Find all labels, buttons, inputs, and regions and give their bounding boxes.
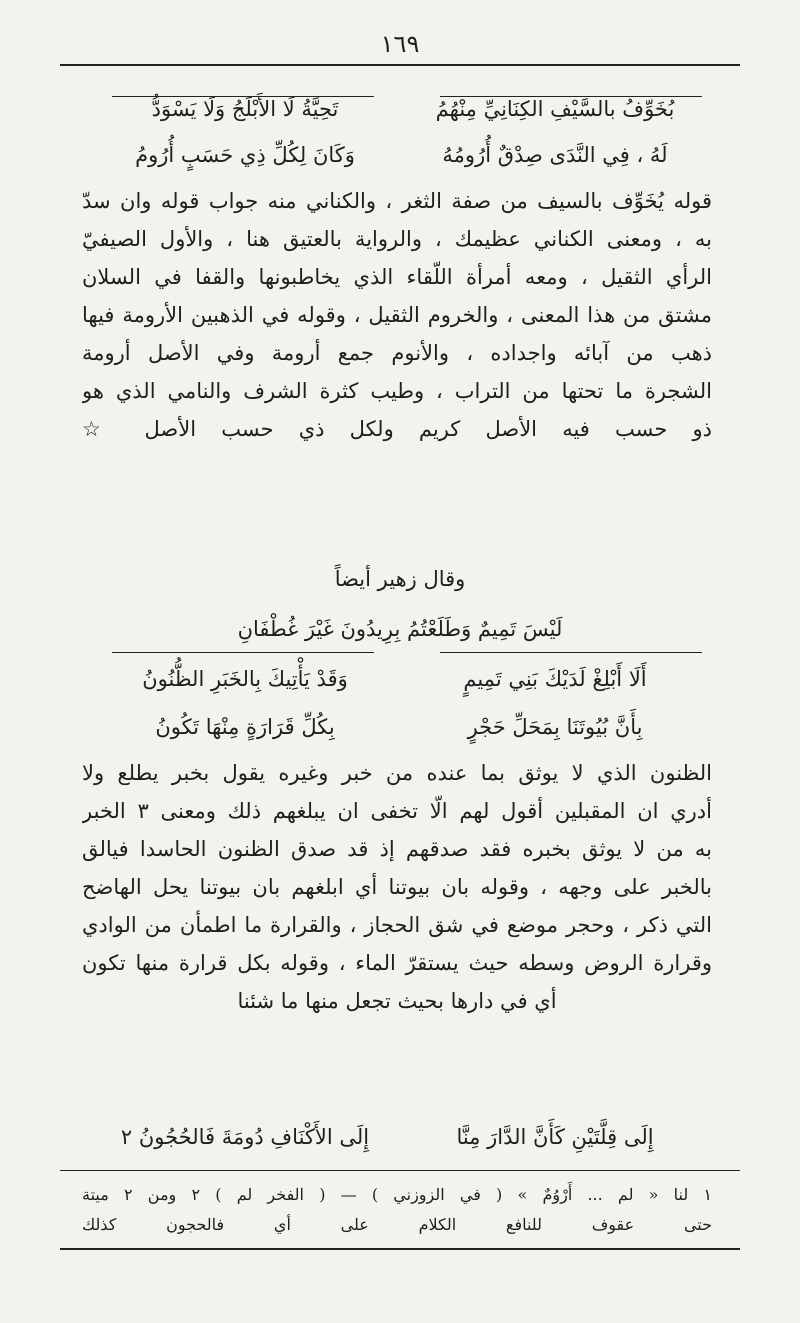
text-line: به ، ومعنى الكناني عظيمك ، والرواية بالعتيق هنا ، والأول الصيفيّ	[82, 227, 712, 251]
verse-bottom-right: إِلَى قِلَّتَيْنِ كَأَنَّ الدَّارَ مِنَّا	[456, 1125, 654, 1149]
verse-mid-1-right: أَلَا أَبْلِغْ لَدَيْكَ بَنِي تَمِيمٍ	[463, 667, 647, 691]
text-line: الظنون الذي لا يوثق بما عنده من خبر وغيره يقول بخبر يطلع ولا	[82, 761, 712, 785]
verse-top-1-right: بُخَوِّفُ بالسَّيْفِ الكِنَانِيِّ مِنْهُمُ	[435, 97, 675, 121]
commentary-block-2	[82, 754, 712, 1020]
verse-center: لَيْسَ تَمِيمٌ وَطَلَعْتُمُ بِرِيدُونَ غَيْرَ غُطْفَانِ	[237, 617, 563, 641]
footnotes	[82, 1180, 712, 1240]
text-line: أي في دارها بحيث تجعل منها ما شئنا	[237, 989, 557, 1013]
verse-mid-2-right: بِأَنَّ بُيُوتَنَا بِمَحَلِّ حَجْرٍ	[467, 715, 643, 739]
text-line: ذو حسب فيه الأصل كريم ولكل ذي حسب الأصل ☆	[82, 417, 712, 441]
commentary-block-1	[82, 182, 712, 448]
verse-mid-1-left: وَقَدْ يَأْتِيكَ بِالخَبَرِ الظُّنُونُ	[142, 667, 348, 691]
footnote-line: ١ لنا « لم ... أَرْوُمٌ » ( في الزوزني ) — ( الفخر لم ) ٢ ومن ٢ ميتة	[82, 1185, 712, 1204]
text-line: أدري ان المقبلين أقول لهم الّا تخفى ان يبلغهم ذلك ومعنى ٣ الخبر	[82, 799, 712, 823]
text-line: قوله يُخَوِّف بالسيف من صفة الثغر ، والكناني منه جواب قوله وان سدّ	[82, 189, 712, 213]
verse-top-2-right: لَهُ ، فِي النَّدَى صِدْقٌ أُرُومُهُ	[442, 143, 668, 167]
verse-rule	[112, 96, 374, 97]
text-line: بالخبر على وجهه ، وقوله بان بيوتنا أي ابلغهم بان بيوتنا يحل الهاضح	[82, 875, 712, 899]
text-line: الرأي الثقيل ، ومعه أمرأة اللّقاء الذي يخاطبونها والقفا في السلان	[82, 265, 712, 289]
text-line: التي ذكر ، وحجر موضع في شق الحجاز ، والقرارة ما اطمأن من الوادي	[82, 913, 712, 937]
top-rule	[60, 64, 740, 66]
text-line: ذهب من آبائه واجداده ، والأنوم جمع أرومة وفي الأصل أرومة	[82, 341, 712, 365]
bottom-rule	[60, 1248, 740, 1250]
verse-bottom-left: إِلَى الأَكْنَافِ دُومَةَ فَالحُجُونُ ٢	[120, 1125, 370, 1149]
footnote-line: حتى عقوف للنافع الكلام على أي فالحجون كذلك	[82, 1215, 712, 1234]
verse-top-2-left: وَكَانَ لِكُلِّ ذِي حَسَبٍ أُرُومُ	[135, 143, 355, 167]
text-line: به من لا يوثق بخبره فقد صدقهم إذ قد صدق الظنون الحاسدا فيالق	[82, 837, 712, 861]
text-line: الشجرة ما تحتها من التراب ، وطيب كثرة الشرف والنامي الذي هو	[82, 379, 712, 403]
text-line: وقرارة الروض وسطه حيث يستقرّ الماء ، وقوله بكل قرارة منها تكون	[82, 951, 712, 975]
verse-rule	[440, 96, 702, 97]
verse-mid-2-left: بِكُلِّ قَرَارَةٍ مِنْهَا تَكُونُ	[155, 715, 335, 739]
page-number: ١٦٩	[380, 30, 420, 58]
verse-rule	[440, 652, 702, 653]
footnote-rule	[60, 1170, 740, 1171]
text-line: مشتق من هذا المعنى ، والخروم الثقيل ، وقوله في الذهبين الأرومة فيها	[82, 303, 712, 327]
verse-top-1-left: تَحِيَّةُ لَا الأَبْلَجُ وَلَا يَسْوَدُّ	[151, 97, 339, 121]
verse-rule	[112, 652, 374, 653]
section-heading: وقال زهير أيضاً	[334, 567, 466, 591]
